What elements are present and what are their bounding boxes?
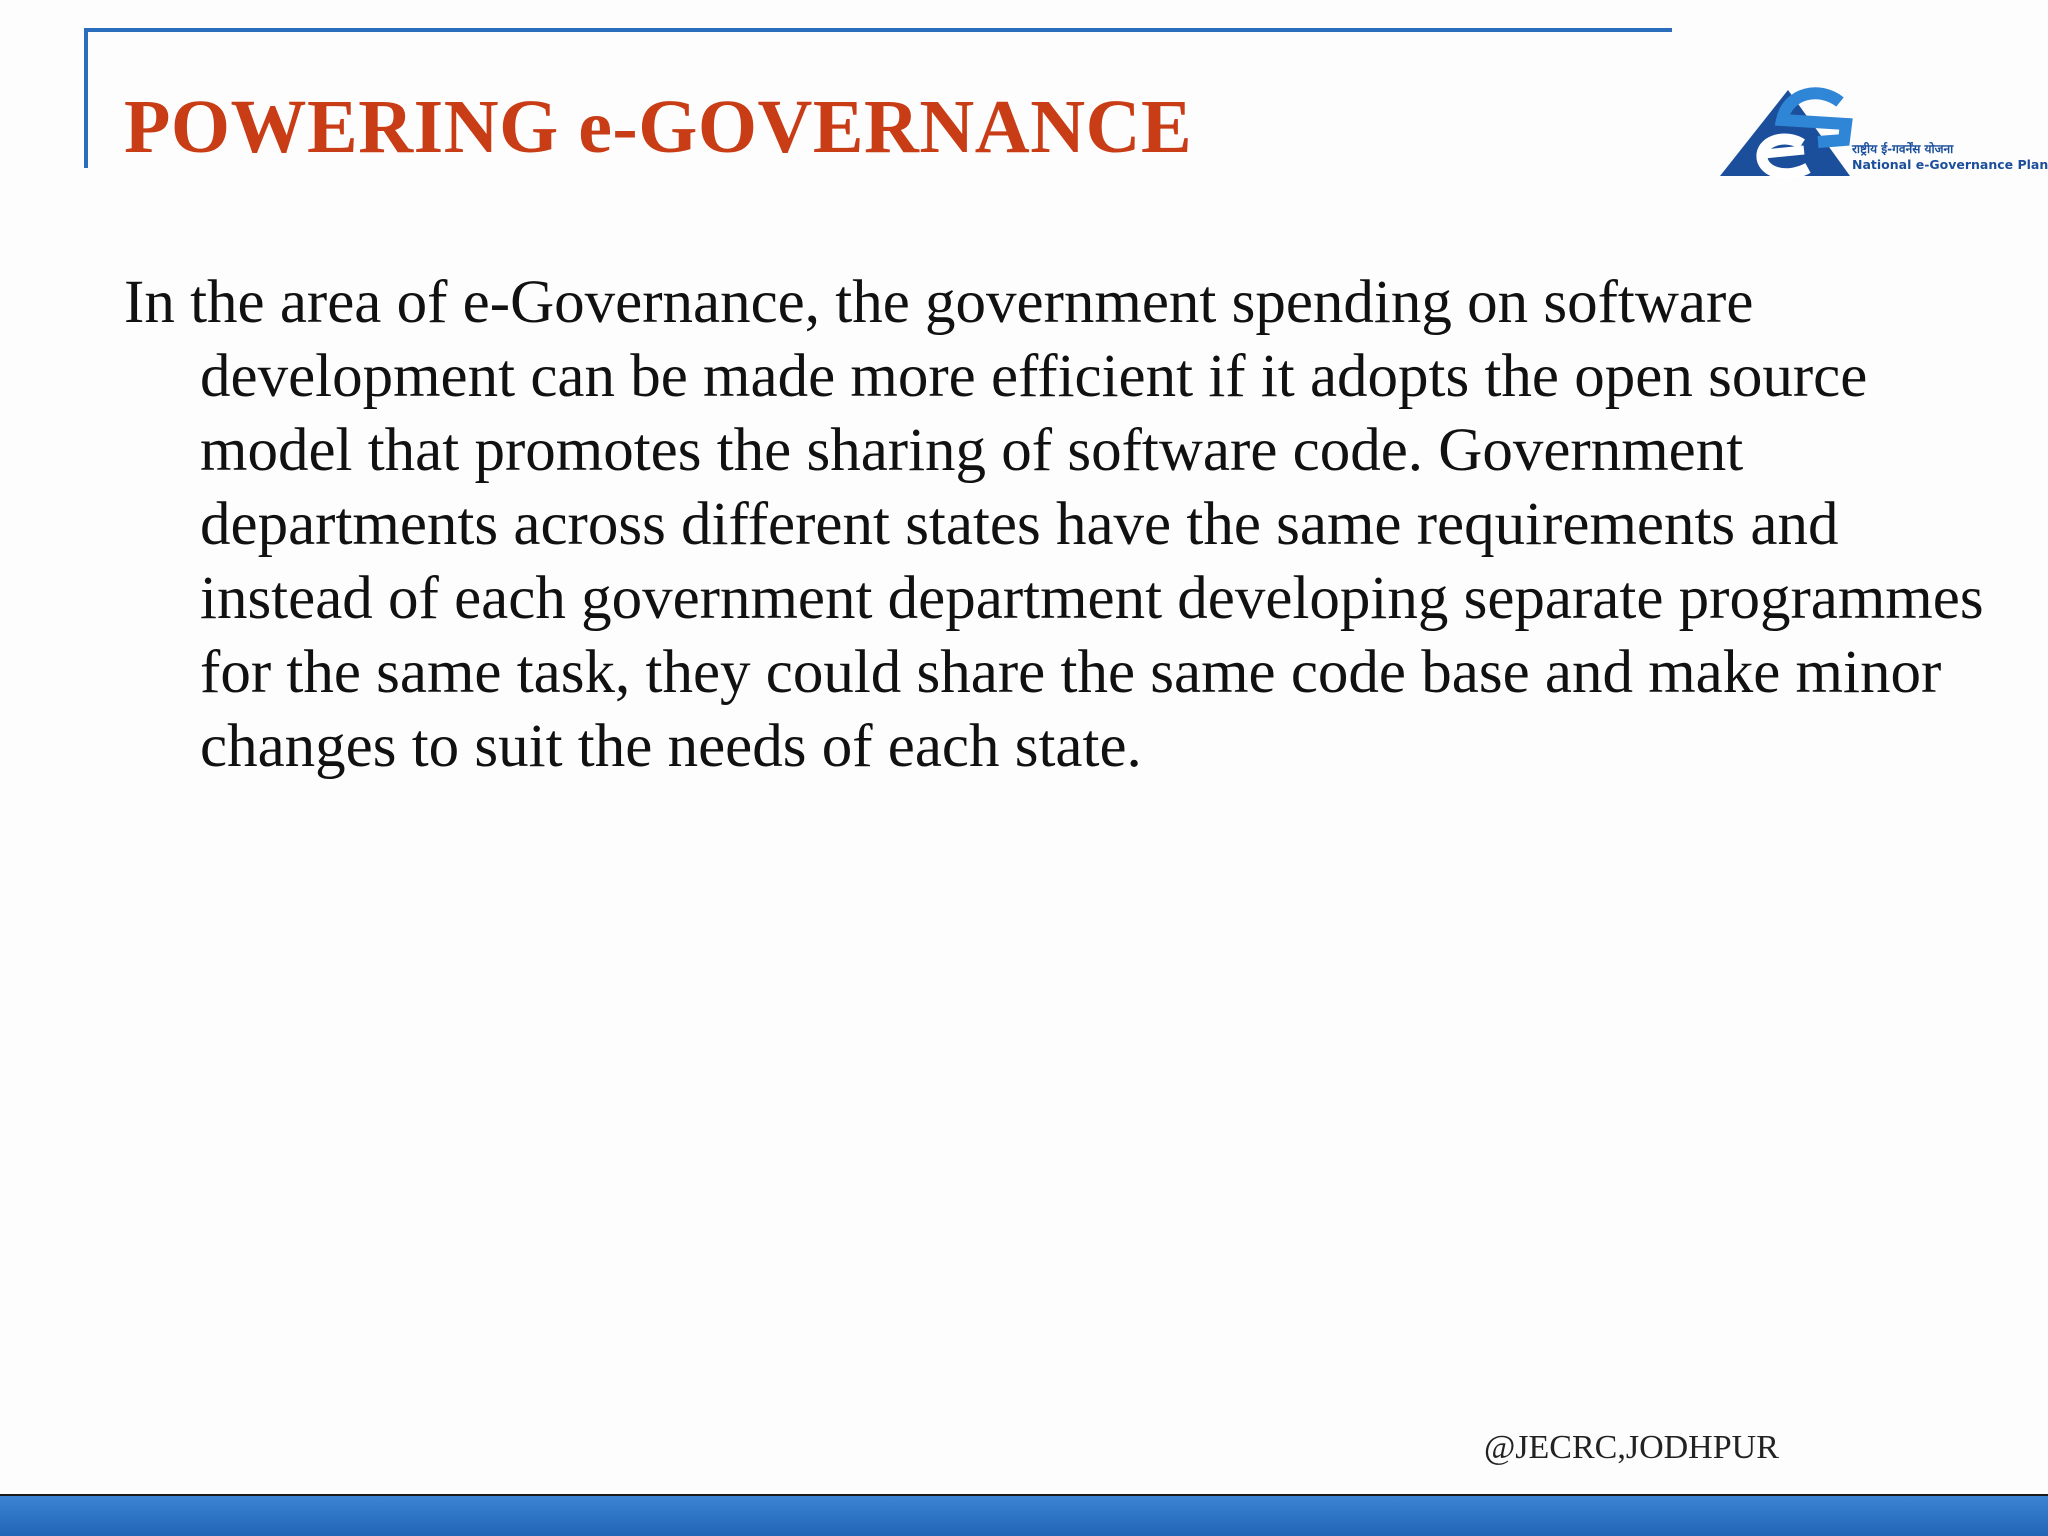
title-frame-top-line [84,28,1672,32]
slide-body-paragraph: In the area of e-Governance, the government spending on software development can be made more efficient if it adopts the open source model that promotes the sharing of software code. Government departments across different states have the same requirements and instead of each government department developing separate programmes for the same task, they could share the same code base and make minor changes to suit the needs of each state. [124,269,1984,780]
footer-credit: @JECRC,JODHPUR [1484,1429,1779,1466]
bottom-bar [0,1494,2048,1536]
title-frame-left-line [84,28,88,168]
logo-hindi-caption: राष्ट्रीय ई-गवर्नेंस योजना [1852,142,1954,156]
logo-english-caption: National e-Governance Plan [1852,157,2048,172]
slide-title: POWERING e-GOVERNANCE [124,85,1193,169]
negp-logo [1720,80,2048,190]
